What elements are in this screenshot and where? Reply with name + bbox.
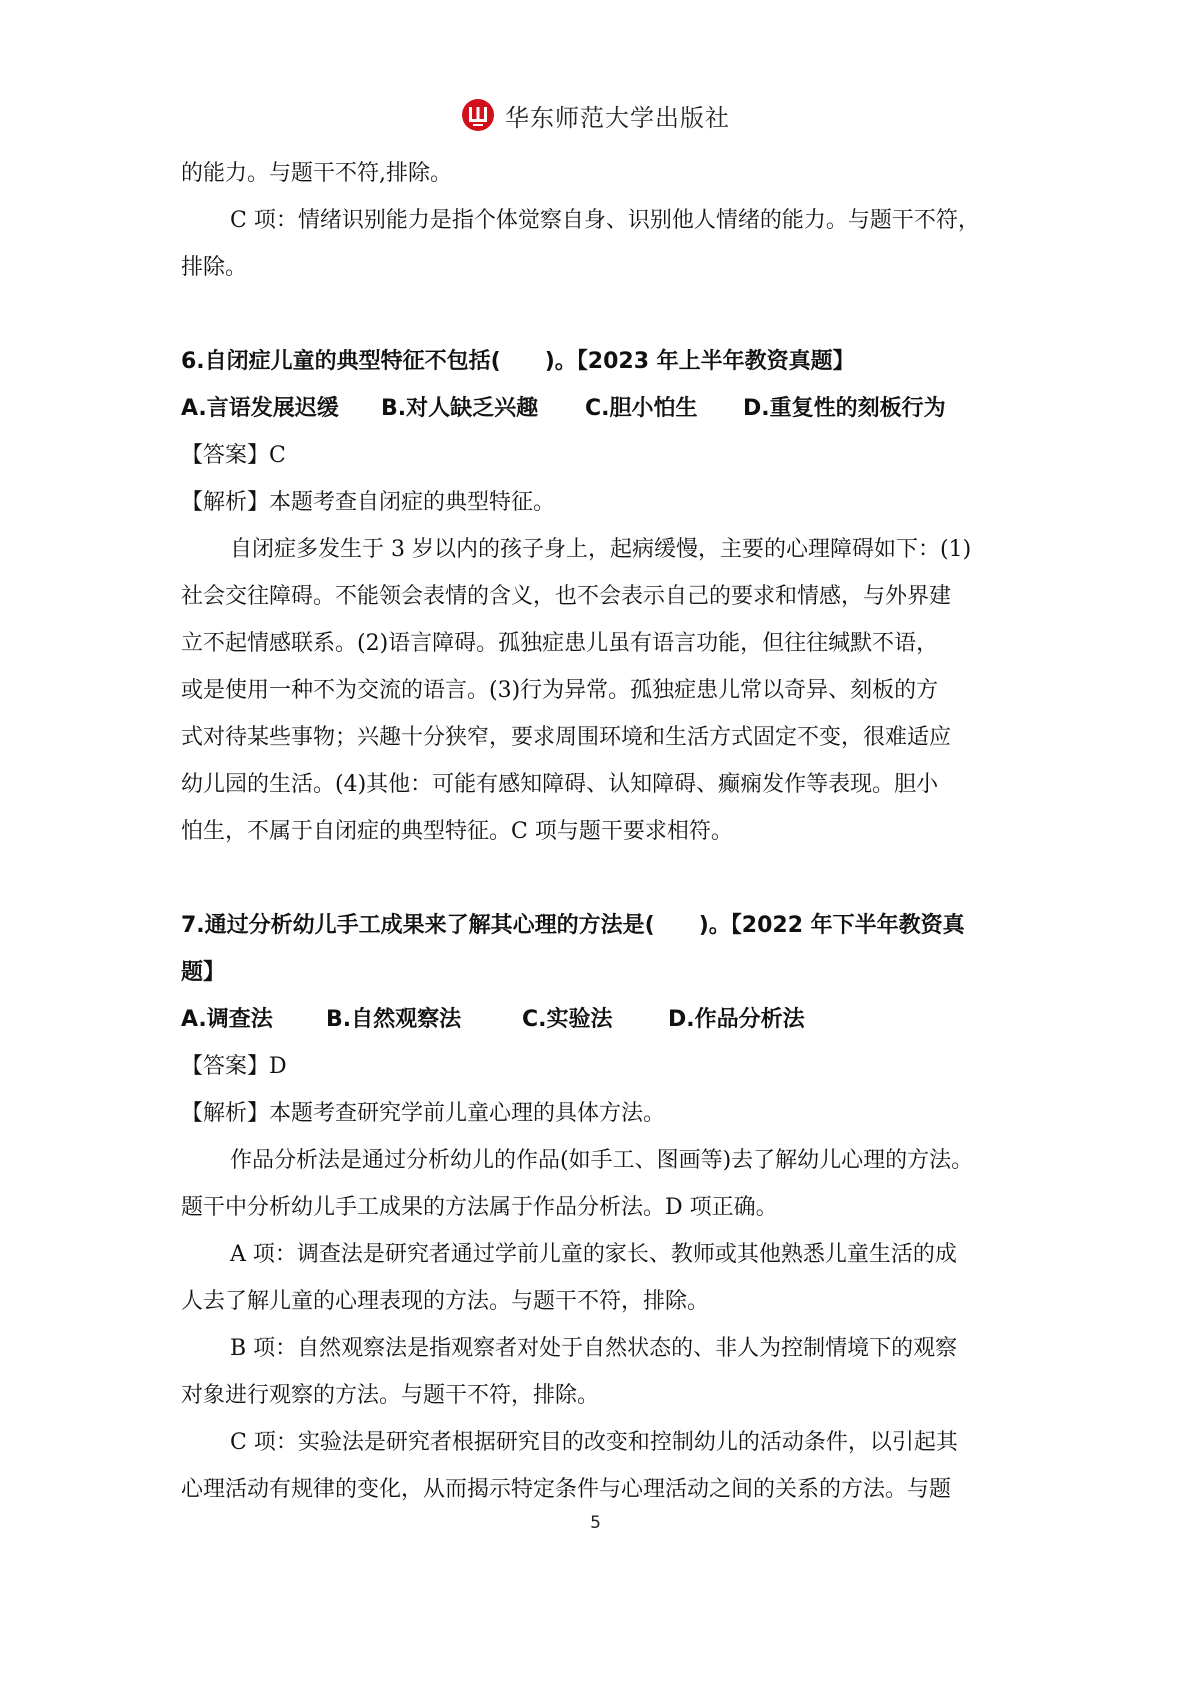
option-b: B.自然观察法 bbox=[326, 1007, 462, 1032]
explanation-line: 社会交往障碍。不能领会表情的含义，也不会表示自己的要求和情感，与外界建 bbox=[181, 584, 952, 609]
publisher-name: 华东师范大学出版社 bbox=[505, 103, 730, 132]
ecnup-logo-icon bbox=[461, 98, 495, 132]
page-content bbox=[181, 150, 1021, 1513]
option-a-explanation: 人去了解儿童的心理表现的方法。与题干不符，排除。 bbox=[181, 1289, 710, 1314]
explanation-line: 幼儿园的生活。(4)其他：可能有感知障碍、认知障碍、癫痫发作等表现。胆小 bbox=[181, 772, 939, 797]
option-a-explanation: A 项：调查法是研究者通过学前儿童的家长、教师或其他熟悉儿童生活的成 bbox=[230, 1242, 957, 1267]
option-a: A.调查法 bbox=[181, 1007, 273, 1032]
page-number: 5 bbox=[590, 1513, 601, 1533]
option-c: C.胆小怕生 bbox=[585, 396, 698, 421]
option-c-explanation: 心理活动有规律的变化，从而揭示特定条件与心理活动之间的关系的方法。与题 bbox=[181, 1477, 952, 1502]
option-d: D.作品分析法 bbox=[668, 1007, 805, 1032]
analysis-label: 【解析】本题考查自闭症的典型特征。 bbox=[181, 490, 556, 515]
option-c: C.实验法 bbox=[522, 1007, 613, 1032]
question-7-stem: 题】 bbox=[181, 960, 226, 985]
analysis-label: 【解析】本题考查研究学前儿童心理的具体方法。 bbox=[181, 1101, 666, 1126]
spacer bbox=[181, 291, 1021, 338]
intro-line: 的能力。与题干不符,排除。 bbox=[181, 161, 452, 186]
explanation-line: 题干中分析幼儿手工成果的方法属于作品分析法。D 项正确。 bbox=[181, 1195, 778, 1220]
option-c-explanation: C 项：实验法是研究者根据研究目的改变和控制幼儿的活动条件，以引起其 bbox=[230, 1430, 958, 1455]
intro-line: C 项：情绪识别能力是指个体觉察自身、识别他人情绪的能力。与题干不符， bbox=[230, 208, 980, 233]
publisher-logo bbox=[461, 98, 730, 133]
page-header bbox=[0, 92, 1191, 138]
option-b-explanation: B 项：自然观察法是指观察者对处于自然状态的、非人为控制情境下的观察 bbox=[230, 1336, 958, 1361]
explanation-line: 自闭症多发生于 3 岁以内的孩子身上，起病缓慢，主要的心理障碍如下：(1) bbox=[230, 537, 972, 562]
explanation-line: 立不起情感联系。(2)语言障碍。孤独症患儿虽有语言功能，但往往缄默不语， bbox=[181, 631, 939, 656]
option-b-explanation: 对象进行观察的方法。与题干不符，排除。 bbox=[181, 1383, 600, 1408]
explanation-line: 怕生，不属于自闭症的典型特征。C 项与题干要求相符。 bbox=[181, 819, 733, 844]
intro-line: 排除。 bbox=[181, 255, 248, 280]
spacer bbox=[181, 855, 1021, 902]
question-6-stem: 6.自闭症儿童的典型特征不包括( )。【2023 年上半年教资真题】 bbox=[181, 349, 855, 374]
option-b: B.对人缺乏兴趣 bbox=[381, 396, 539, 421]
option-d: D.重复性的刻板行为 bbox=[743, 396, 946, 421]
question-7-options bbox=[181, 996, 1021, 1043]
explanation-line: 或是使用一种不为交流的语言。(3)行为异常。孤独症患儿常以奇异、刻板的方 bbox=[181, 678, 939, 703]
option-a: A.言语发展迟缓 bbox=[181, 396, 339, 421]
explanation-line: 作品分析法是通过分析幼儿的作品(如手工、图画等)去了解幼儿心理的方法。 bbox=[230, 1148, 974, 1173]
answer-label: 【答案】D bbox=[181, 1054, 287, 1079]
question-6-options bbox=[181, 385, 1021, 432]
answer-label: 【答案】C bbox=[181, 443, 286, 468]
explanation-line: 式对待某些事物；兴趣十分狭窄，要求周围环境和生活方式固定不变，很难适应 bbox=[181, 725, 952, 750]
question-7-stem: 7.通过分析幼儿手工成果来了解其心理的方法是( )。【2022 年下半年教资真 bbox=[181, 913, 965, 938]
